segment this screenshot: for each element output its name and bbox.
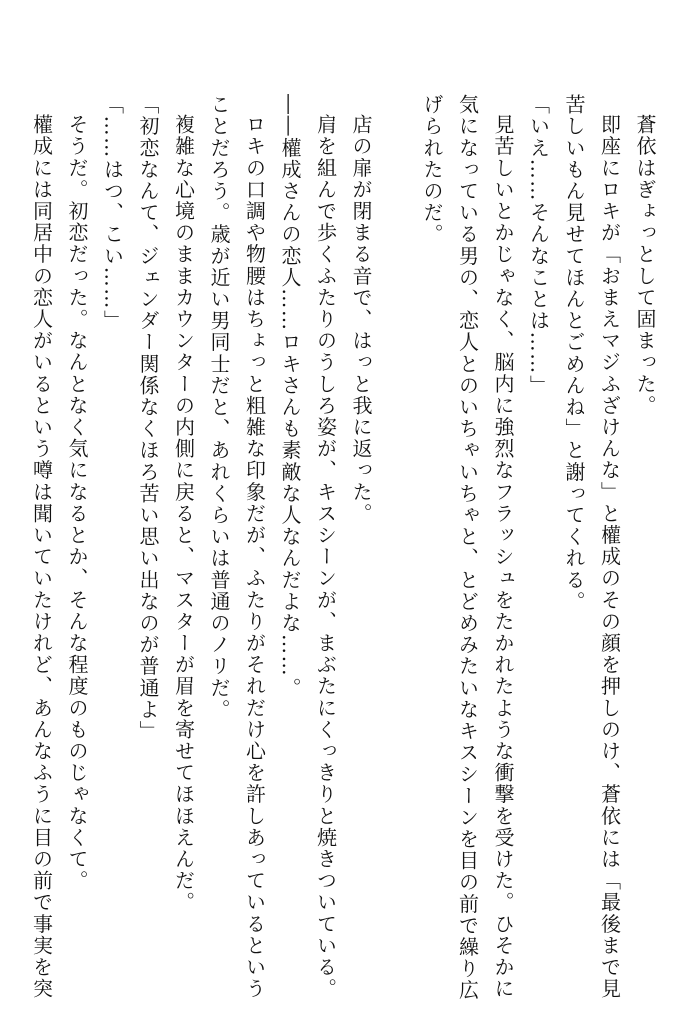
text-line: ロキの口調や物腰はちょっと粗雑な印象だが、ふたりがそれだけ心を許しあっているという	[242, 114, 267, 1000]
text-line: 苦しいもん見せてほんとごめんね」と謝ってくれる。	[562, 94, 586, 613]
text-line: 気になっている男の、恋人とのいちゃいちゃと、とどめみたいなキスシーンを目の前で繰り広	[455, 94, 480, 1002]
text-line: 「いえ……そんなことは……」	[526, 94, 551, 397]
text-line: 蒼依はぎょっとして固まった。	[633, 114, 657, 417]
text-line: そうだ。初恋だった。なんとなく気になるとか、そんな程度のものじゃなくて。	[65, 114, 89, 892]
text-line: 即座にロキが「おまえマジふざけんな」と權成のその顔を押しのけ、蒼依には「最後まで見	[597, 114, 622, 1000]
text-line: ことだろう。歳が近い男同士だと、あれくらいは普通のノリだ。	[207, 94, 231, 721]
text-line: 肩を組んで歩くふたりのうしろ姿が、キスシーンが、まぶたにくっきりと焼きついている。	[313, 114, 338, 1000]
text-line: 「初恋なんて、ジェンダー関係なくほろ苦い思い出なのが普通よ」	[136, 94, 160, 742]
text-line: 複雑な心境のままカウンターの内側に戻ると、マスターが眉を寄せてほほえんだ。	[171, 114, 196, 914]
text-line: 權成には同居中の恋人がいるという噂は聞いていたけれど、あんなふうに目の前で事実を突	[29, 114, 54, 1000]
text-line: 店の扉が閉まる音で、はっと我に返った。	[349, 114, 373, 525]
text-line: 「……はつ、こい……」	[100, 94, 125, 332]
text-line: ――權成さんの恋人……ロキさんも素敵な人なんだよな……。	[278, 94, 302, 699]
vertical-text-body	[23, 94, 662, 1002]
text-line: 見苦しいとかじゃなく、脳内に強烈なフラッシュをたかれたような衝撃を受けた。ひそかに	[491, 114, 515, 1000]
text-line: げられたのだ。	[420, 94, 444, 246]
blank-line	[378, 94, 414, 974]
